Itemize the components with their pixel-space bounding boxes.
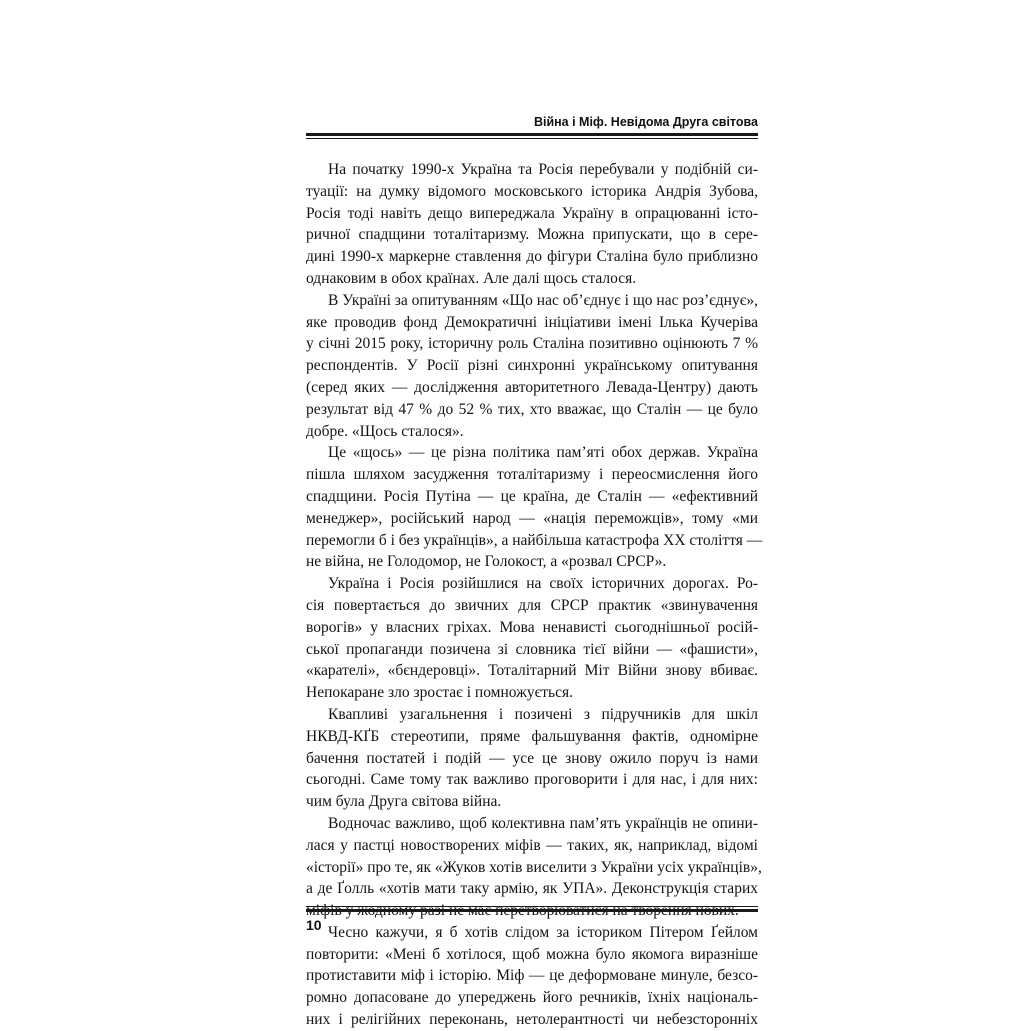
paragraph — [306, 442, 763, 573]
text-line: Чесно кажучи, я б хотів слідом за істориком Пітером Ґейлом — [328, 923, 758, 941]
text-line: «історії» про те, як «Жуков хотів виселити з України усіх українців», — [306, 858, 762, 876]
paragraph — [306, 922, 758, 1031]
paragraph — [306, 573, 758, 704]
text-line: чим була Друга світова війна. — [306, 793, 502, 811]
text-line: сія повертається до звичних для СРСР практик «звинувачення — [306, 596, 758, 614]
text-line: лася у пастці новостворених міфів — таких, як, наприклад, відомі — [306, 836, 758, 854]
paragraph — [306, 159, 758, 290]
header-rule — [306, 133, 758, 136]
text-line: результат від 47 % до 52 % тих, хто вважає, що Сталін — це було — [306, 400, 758, 418]
text-line: ської пропаганди позичена зі словника тієї війни — «фашисти», — [306, 640, 758, 658]
footer-rule-thin — [306, 906, 758, 907]
text-line: бачення постатей і подій — усе це знову ожило поруч із нами — [306, 749, 758, 767]
text-line: (серед яких — дослідження авторитетного Левада-Центру) дають — [306, 378, 758, 396]
header-rule-thin — [306, 138, 758, 139]
text-line: повторити: «Мені б хотілося, щоб можна було якомога виразніше — [306, 945, 758, 963]
running-header-title: Війна і Міф. Невідома Друга світова — [533, 115, 758, 129]
paragraph — [306, 704, 758, 813]
text-line: добре. «Щось сталося». — [306, 422, 464, 440]
text-line: респондентів. У Росії різні синхронні українському опитування — [306, 357, 758, 375]
text-line: Непокаране зло зростає і помножується. — [306, 684, 573, 702]
text-line: В Україні за опитуванням «Що нас об’єднує і що нас роз’єднує», — [328, 291, 758, 309]
text-line: ромно допасоване до упереджень його речників, їхніх національ- — [306, 989, 758, 1007]
text-line: них і релігійних переконань, нетолерантності чи небезсторонніх — [306, 1011, 758, 1029]
text-line: туації: на думку відомого московського історика Андрія Зубова, — [306, 182, 758, 200]
text-line: у січні 2015 року, історичну роль Сталіна позитивно оцінюють 7 % — [306, 335, 758, 353]
text-line: менеджер», російський народ — «нація переможців», тому «ми — [306, 509, 758, 527]
body-text — [306, 159, 763, 1031]
text-line: не війна, не Голодомор, не Голокост, а «розвал СРСР». — [306, 553, 667, 571]
text-line: Україна і Росія розійшлися на своїх історичних дорогах. Ро- — [328, 575, 758, 593]
text-line: ричної спадщини тоталітаризму. Можна припускати, що в сере- — [306, 226, 758, 244]
text-line: НКВД-КҐБ стереотипи, пряме фальшування фактів, одномірне — [306, 727, 758, 745]
text-line: Водночас важливо, щоб колективна пам’ять українців не опини- — [328, 814, 758, 832]
text-line: На початку 1990-х Україна та Росія перебували у подібній си- — [328, 161, 758, 178]
text-line: однаковим в обох країнах. Але далі щось сталося. — [306, 269, 637, 287]
text-line: перемогли б і без українців», а найбільша катастрофа ХХ століття — — [306, 531, 763, 549]
text-line: пішла шляхом засудження тоталітаризму і переосмислення його — [306, 466, 758, 484]
text-line: сьогодні. Саме тому так важливо проговорити і для нас, і для них: — [306, 771, 758, 789]
text-line: Це «щось» — це різна політика пам’яті обох держав. Україна — [328, 444, 758, 462]
text-line: дині 1990-х маркерне ставлення до фігури Сталіна було приблизно — [306, 248, 758, 266]
text-line: а де Ґолль «хотів мати таку армію, як УПА». Деконструкція старих — [306, 880, 758, 898]
text-line: яке проводив фонд Демократичні ініціативи імені Ілька Кучеріва — [306, 313, 758, 331]
text-line: спадщини. Росія Путіна — це країна, де Сталін — «ефективний — [306, 487, 758, 505]
text-line: Росія тоді навіть дещо випереджала Україну в опрацюванні істо- — [306, 204, 758, 222]
page-number: 10 — [306, 917, 322, 933]
text-line: Квапливі узагальнення і позичені з підручників для шкіл — [328, 705, 758, 723]
text-line: протиставити міф і історію. Міф — це деформоване минуле, безсо- — [306, 967, 758, 985]
footer-rule — [306, 909, 758, 912]
text-line: ворогів» у власних гріхах. Мова ненависті сьогоднішньої росій- — [306, 618, 758, 636]
paragraph — [306, 290, 758, 443]
text-line: «карателі», «бєндеровці». Тоталітарний Міт Війни знову вбиває. — [306, 662, 758, 680]
